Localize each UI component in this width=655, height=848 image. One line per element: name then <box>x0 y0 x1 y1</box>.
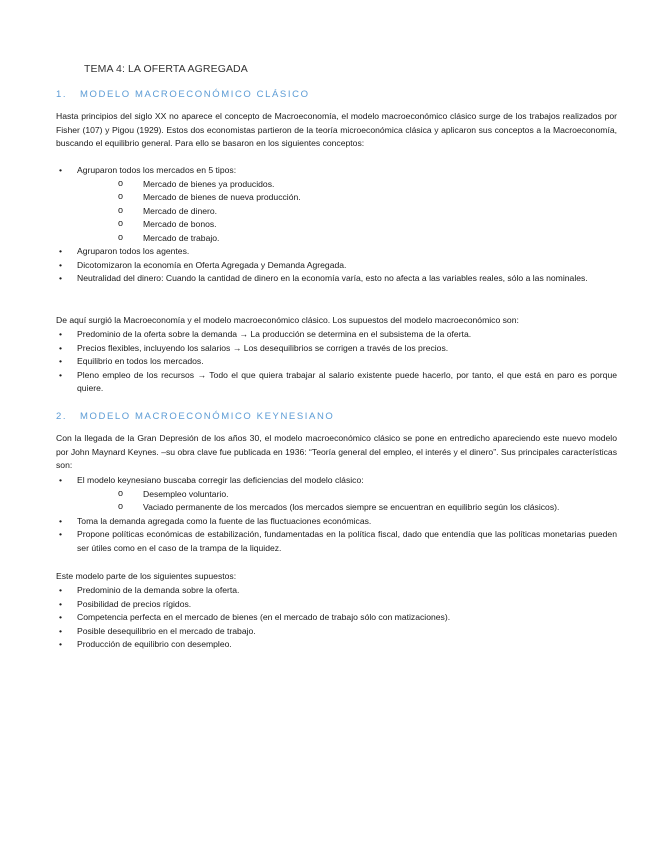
bullet-glyph: • <box>59 515 63 526</box>
bullet-glyph: • <box>59 625 63 636</box>
bullet-glyph: • <box>59 329 63 339</box>
section1-number: 1. <box>56 89 68 100</box>
markets-sublist <box>77 178 617 246</box>
bullet-glyph: • <box>59 246 63 256</box>
deficiencies-sublist <box>77 488 617 515</box>
list-item <box>56 625 617 639</box>
list-item-text: Posible desequilibrio en el mercado de trabajo. <box>77 625 256 636</box>
sub-bullet-glyph: o <box>118 204 124 215</box>
list-item-text: Predominio de la demanda sobre la oferta. <box>77 585 240 595</box>
list-item-text: Mercado de trabajo. <box>143 232 220 243</box>
list-item-text: Propone políticas económicas de estabilización, fundamentadas en la política fiscal, dado que entendía que las políticas monetarias pueden ser útiles como en el caso de la trampa de la liquidez. <box>77 529 617 553</box>
section2-intro: Con la llegada de la Gran Depresión de los años 30, el modelo macroeconómico clásico se pone en entredicho apareciendo este nuevo modelo por John Maynard Keynes. –su obra clave fue publicada en 1936: “Teoría general del empleo, el interés y el dinero”. Sus principales características son: <box>56 433 617 470</box>
sub-bullet-glyph: o <box>118 218 124 228</box>
list-item <box>56 355 617 369</box>
list-item <box>77 501 617 515</box>
list-item-text: Desempleo voluntario. <box>143 488 229 499</box>
section1-heading-text: MODELO MACROECONÓMICO CLÁSICO <box>80 89 310 100</box>
bullet-glyph: • <box>59 475 63 485</box>
list-item <box>77 488 617 502</box>
list-item-text: Toma la demanda agregada como la fuente de las fluctuaciones económicas. <box>77 515 372 526</box>
list-item-text: Pleno empleo de los recursos → Todo el que quiera trabajar al salario existente puede hacerlo, por tanto, el que está en paro es porque quiere. <box>77 369 617 393</box>
list-item <box>56 342 617 356</box>
list-item <box>56 584 617 598</box>
list-item <box>56 164 617 245</box>
document-title: TEMA 4: LA OFERTA AGREGADA <box>84 63 248 75</box>
list-item-text: Mercado de dinero. <box>143 205 218 216</box>
list-item-text: Agruparon todos los mercados en 5 tipos: <box>77 165 237 175</box>
list-item <box>56 328 617 342</box>
list-item <box>56 515 617 529</box>
sub-bullet-glyph: o <box>118 501 124 511</box>
list-item-text: Vaciado permanente de los mercados (los mercados siempre se encuentran en equilibrio según los clásicos). <box>143 502 560 512</box>
list-item-text: Competencia perfecta en el mercado de bienes (en el mercado de trabajo sólo con matizaciones). <box>77 612 451 622</box>
bullet-glyph: • <box>59 273 63 283</box>
list-item <box>56 272 617 286</box>
section1-heading <box>56 89 310 100</box>
section2-assumptions-list <box>56 584 617 652</box>
list-item <box>77 178 617 192</box>
bullet-glyph: • <box>59 639 63 649</box>
list-item-text: Dicotomizaron la economía en Oferta Agregada y Demanda Agregada. <box>77 259 347 270</box>
bullet-glyph: • <box>59 612 63 622</box>
list-item <box>77 205 617 219</box>
section1-concepts-list <box>56 164 617 286</box>
list-item <box>56 259 617 273</box>
list-item <box>56 474 617 515</box>
list-item-text: Neutralidad del dinero: Cuando la cantidad de dinero en la economía varía, esto no afecta a las variables reales, sólo a las nominales. <box>77 273 588 283</box>
list-item <box>56 245 617 259</box>
sub-bullet-glyph: o <box>118 191 124 201</box>
bullet-glyph: • <box>59 585 63 595</box>
bullet-glyph: • <box>59 259 63 270</box>
list-item-text: Precios flexibles, incluyendo los salarios → Los desequilibrios se corrigen a través de los precios. <box>77 342 449 353</box>
list-item-text: Producción de equilibrio con desempleo. <box>77 639 232 649</box>
list-item-text: El modelo keynesiano buscaba corregir las deficiencias del modelo clásico: <box>77 475 364 485</box>
list-item <box>77 232 617 246</box>
list-item-text: Predominio de la oferta sobre la demanda → La producción se determina en el subsistema de la oferta. <box>77 329 472 339</box>
section2-heading-text: MODELO MACROECONÓMICO KEYNESIANO <box>80 411 335 422</box>
list-item <box>56 611 617 625</box>
list-item <box>77 191 617 205</box>
section2-features-list <box>56 474 617 555</box>
section2-number: 2. <box>56 411 68 422</box>
list-item-text: Agruparon todos los agentes. <box>77 246 190 256</box>
sub-bullet-glyph: o <box>118 231 124 242</box>
sub-bullet-glyph: o <box>118 487 124 498</box>
list-item-text: Mercado de bienes ya producidos. <box>143 178 275 189</box>
section2-heading <box>56 411 334 422</box>
bullet-glyph: • <box>59 598 63 609</box>
section1-intro: Hasta principios del siglo XX no aparece el concepto de Macroeconomía, el modelo macroeconómico clásico surge de los trabajos realizados por Fisher (107) y Pigou (1929). Estos dos economistas partieron de la teoría microeconómica clásica y aplicaron sus conceptos a la Macroeconomía, buscando el equilibrio general. Para ello se basaron en los siguientes conceptos: <box>56 111 617 148</box>
section1-assumptions-intro: De aquí surgió la Macroeconomía y el modelo macroeconómico clásico. Los supuestos del modelo macroeconómico son: <box>56 315 519 325</box>
list-item <box>56 598 617 612</box>
list-item <box>56 528 617 555</box>
list-item-text: Posibilidad de precios rígidos. <box>77 598 192 609</box>
bullet-glyph: • <box>59 369 63 380</box>
list-item-text: Equilibrio en todos los mercados. <box>77 356 204 366</box>
bullet-glyph: • <box>59 529 63 539</box>
bullet-glyph: • <box>59 165 63 175</box>
bullet-glyph: • <box>59 342 63 353</box>
list-item <box>56 638 617 652</box>
list-item-text: Mercado de bonos. <box>143 219 217 229</box>
bullet-glyph: • <box>59 356 63 366</box>
list-item-text: Mercado de bienes de nueva producción. <box>143 192 301 202</box>
section1-assumptions-list <box>56 328 617 396</box>
list-item <box>56 369 617 396</box>
sub-bullet-glyph: o <box>118 177 124 188</box>
section2-assumptions-intro: Este modelo parte de los siguientes supuestos: <box>56 571 237 581</box>
list-item <box>77 218 617 232</box>
